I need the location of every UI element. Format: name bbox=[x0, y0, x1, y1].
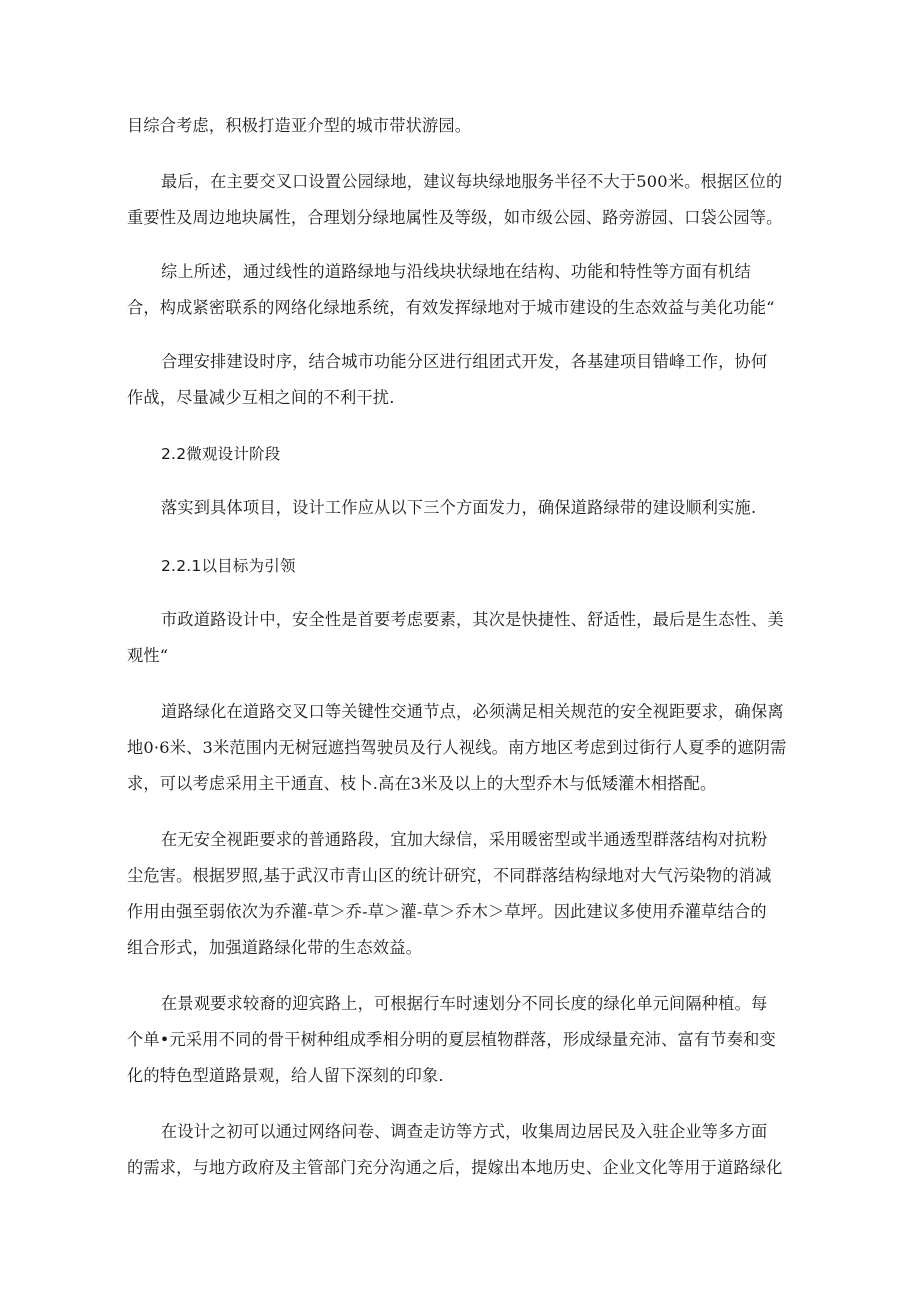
paragraph-line: 个单•元采用不同的骨干树种组成季相分明的夏层植物群落，形成绿量充沛、富有节奏和变 bbox=[127, 1030, 776, 1049]
paragraph-line: 目综合考虑，积极打造亚介型的城市带状游园。 bbox=[127, 116, 472, 135]
paragraph-line: 地0·6米、3米范围内无树冠遮挡驾驶员及行人视线。南方地区考虑到过街行人夏季的遮阴需 bbox=[127, 738, 787, 757]
section-heading: 2.2微观设计阶段 bbox=[161, 445, 281, 463]
paragraph-line: 重要性及周边地块属性，合理划分绿地属性及等级，如市级公园、路旁游园、口袋公园等。 bbox=[127, 208, 783, 227]
paragraph-line: 最后，在主要交叉口设置公园绿地，建议每块绿地服务半径不大于500米。根据区位的 bbox=[161, 172, 783, 191]
paragraph-line: 作战，尽量减少互相之间的不利干扰. bbox=[127, 388, 395, 407]
paragraph-line: 在设计之初可以通过网络问卷、调查走访等方式，收集周边居民及入驻企业等多方面 bbox=[161, 1122, 768, 1141]
paragraph-line: 综上所述，通过线性的道路绿地与沿线块状绿地在结构、功能和特性等方面有机结 bbox=[161, 262, 751, 281]
subsection-heading: 2.2.1以目标为引领 bbox=[161, 557, 296, 575]
paragraph-line: 市政道路设计中，安全性是首要考虑要素，其次是快捷性、舒适性，最后是生态性、美 bbox=[161, 610, 784, 629]
paragraph-line: 合，构成紧密联系的网络化绿地系统，有效发挥绿地对于城市建设的生态效益与美化功能“ bbox=[127, 298, 775, 317]
paragraph-line: 求，可以考虑采用主干通直、枝卜.高在3米及以上的大型乔木与低矮灌木相搭配。 bbox=[127, 774, 717, 793]
paragraph-line: 作用由强至弱依次为乔灌-草＞乔-草＞灌-草＞乔木＞草坪。因此建议多使用乔灌草结合的 bbox=[127, 902, 767, 921]
paragraph-line: 道路绿化在道路交叉口等关键性交通节点，必须满足相关规范的安全视距要求，确保离 bbox=[161, 702, 784, 721]
paragraph-line: 合理安排建设时序，结合城市功能分区进行组团式开发，各基建项目错峰工作，协何 bbox=[161, 352, 768, 371]
paragraph-line: 组合形式，加强道路绿化带的生态效益。 bbox=[127, 938, 422, 957]
paragraph-line: 在无安全视距要求的普通路段，宜加大绿信，采用暖密型或半通透型群落结构对抗粉 bbox=[161, 830, 768, 849]
paragraph-line: 尘危害。根据罗照,基于武汉市青山区的统计研究，不同群落结构绿地对大气污染物的消减 bbox=[127, 866, 772, 885]
paragraph-line: 观性“ bbox=[127, 646, 169, 665]
paragraph-line: 的需求，与地方政府及主管部门充分沟通之后，提嫁出本地历史、企业文化等用于道路绿化 bbox=[127, 1158, 783, 1177]
paragraph-line: 化的特色型道路景观，给人留下深刻的印象. bbox=[127, 1066, 444, 1085]
paragraph-line: 落实到具体项目，设计工作应从以下三个方面发力，确保道路绿带的建设顺利实施. bbox=[161, 498, 757, 517]
paragraph-line: 在景观要求较裔的迎宾路上，可根据行车时速划分不同长度的绿化单元间隔种植。每 bbox=[161, 994, 768, 1013]
